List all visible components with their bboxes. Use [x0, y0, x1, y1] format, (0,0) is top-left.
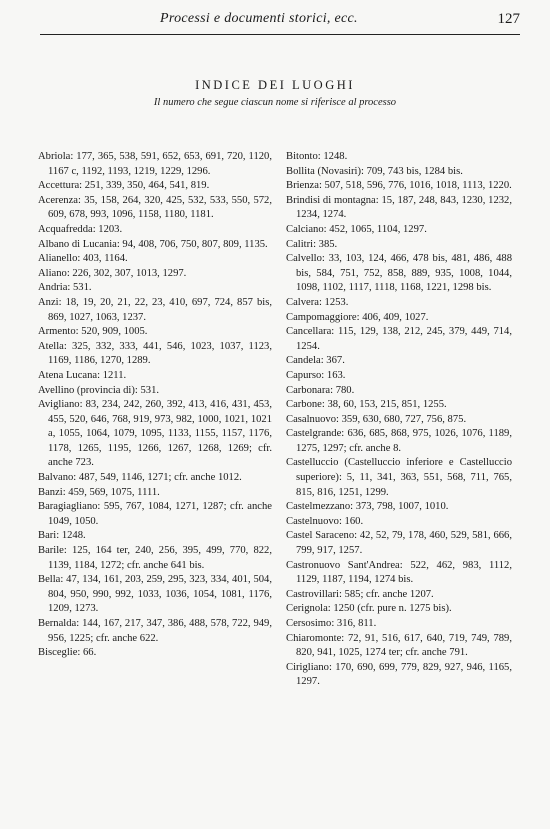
- index-entry: Anzi: 18, 19, 20, 21, 22, 23, 410, 697, 724, 857 bis, 869, 1027, 1063, 1237.: [38, 296, 272, 323]
- index-entry: Candela: 367.: [286, 355, 345, 367]
- index-entry: Baragiagliano: 595, 767, 1084, 1271, 1287; cfr. anche 1049, 1050.: [38, 501, 272, 527]
- index-entry: Chiaromonte: 72, 91, 516, 617, 640, 719, 749, 789, 820, 941, 1025, 1274 ter; cfr. anche 791.: [286, 632, 512, 659]
- index-entry: Castel Saraceno: 42, 52, 79, 178, 460, 529, 581, 666, 799, 917, 1257.: [286, 530, 512, 557]
- index-entry: Castronuovo Sant'Andrea: 522, 462, 983, 1112, 1129, 1187, 1194, 1274 bis.: [286, 559, 512, 586]
- index-entry: Bitonto: 1248.: [286, 151, 348, 162]
- index-entry: Andria: 531.: [38, 282, 92, 294]
- index-entry: Cersosimo: 316, 811.: [286, 618, 377, 629]
- index-entry: Brindisi di montagna: 15, 187, 248, 843, 1230, 1232, 1234, 1274.: [286, 194, 512, 221]
- index-entry: Avigliano: 83, 234, 242, 260, 392, 413, 416, 431, 453, 455, 520, 646, 768, 919, 973, 982, 1000, 1021, 1021 a, 1055, 1064, 1079, 1095, 1133, 1155, 1157, 1176, 1178, 1265, 1195, 1266, 1267, 1268, 1269; cfr. anche 723.: [38, 399, 272, 469]
- index-entry: Casalnuovo: 359, 630, 680, 727, 756, 875.: [286, 413, 467, 425]
- index-entry: Bisceglie: 66.: [38, 647, 97, 659]
- index-entry: Bernalda: 144, 167, 217, 347, 386, 488, 578, 722, 949, 956, 1225; cfr. anche 622.: [38, 618, 272, 644]
- index-entry: Cirigliano: 170, 690, 699, 779, 829, 927, 946, 1165, 1297.: [286, 661, 512, 688]
- index-entry: Castelluccio (Castelluccio inferiore e Castelluccio superiore): 5, 11, 341, 363, 551, 568, 711, 765, 815, 816, 1251, 1299.: [286, 457, 512, 498]
- index-entry: Carbone: 38, 60, 153, 215, 851, 1255.: [286, 399, 447, 411]
- index-entry: Capurso: 163.: [286, 369, 346, 381]
- index-entry: Avellino (provincia di): 531.: [38, 384, 160, 396]
- index-entry: Bari: 1248.: [38, 530, 86, 542]
- index-column-right: [286, 150, 512, 690]
- index-entry: Balvano: 487, 549, 1146, 1271; cfr. anche 1012.: [38, 472, 242, 484]
- index-title: INDICE DEI LUOGHI: [195, 78, 355, 92]
- index-entry: Calvera: 1253.: [286, 296, 349, 308]
- running-title: Processi e documenti storici, ecc.: [160, 11, 358, 26]
- index-entry: Calitri: 385.: [286, 238, 338, 250]
- index-entry: Castelmezzano: 373, 798, 1007, 1010.: [286, 501, 449, 513]
- index-entry: Castrovillari: 585; cfr. anche 1207.: [286, 588, 434, 600]
- index-entry: Armento: 520, 909, 1005.: [38, 326, 148, 338]
- index-entry: Bollita (Novasiri): 709, 743 bis, 1284 bis.: [286, 165, 463, 177]
- index-entry: Acerenza: 35, 158, 264, 320, 425, 532, 533, 550, 572, 609, 678, 993, 1096, 1158, 1180, 1181.: [38, 194, 272, 221]
- index-entry: Cerignola: 1250 (cfr. pure n. 1275 bis).: [286, 603, 452, 615]
- index-entry: Alianello: 403, 1164.: [38, 253, 128, 265]
- index-entry: Abriola: 177, 365, 538, 591, 652, 653, 691, 720, 1120, 1167 c, 1192, 1193, 1219, 1229, 1296.: [38, 151, 272, 177]
- index-entry: Calciano: 452, 1065, 1104, 1297.: [286, 223, 427, 235]
- page-header: [40, 8, 520, 35]
- index-entry: Accettura: 251, 339, 350, 464, 541, 819.: [38, 180, 210, 192]
- page-number: 127: [497, 11, 520, 27]
- index-entry: Cancellara: 115, 129, 138, 212, 245, 379, 449, 714, 1254.: [286, 326, 512, 352]
- index-entry: Castelnuovo: 160.: [286, 515, 364, 527]
- index-column-left: [38, 150, 272, 661]
- index-entry: Brienza: 507, 518, 596, 776, 1016, 1018, 1113, 1220.: [286, 180, 512, 192]
- index-entry: Bella: 47, 134, 161, 203, 259, 295, 323, 334, 401, 504, 804, 950, 990, 992, 1033, 1036, 1054, 1081, 1176, 1209, 1273.: [38, 574, 272, 615]
- index-entry: Campomaggiore: 406, 409, 1027.: [286, 311, 429, 323]
- index-entry: Albano di Lucania: 94, 408, 706, 750, 807, 809, 1135.: [38, 238, 268, 250]
- index-entry: Carbonara: 780.: [286, 384, 355, 396]
- index-entry: Atella: 325, 332, 333, 441, 546, 1023, 1037, 1123, 1169, 1186, 1270, 1289.: [38, 340, 272, 367]
- index-entry: Calvello: 33, 103, 124, 466, 478 bis, 481, 486, 488 bis, 584, 751, 752, 858, 889, 935, 1008, 1044, 1098, 1102, 1117, 1118, 1168, 1221, 1298 bis.: [286, 253, 512, 294]
- index-entry: Atena Lucana: 1211.: [38, 369, 127, 381]
- index-entry: Aliano: 226, 302, 307, 1013, 1297.: [38, 267, 187, 279]
- index-entry: Castelgrande: 636, 685, 868, 975, 1026, 1076, 1189, 1275, 1297; cfr. anche 8.: [286, 428, 512, 454]
- index-entry: Barile: 125, 164 ter, 240, 256, 395, 499, 770, 822, 1139, 1184, 1272; cfr. anche 641 bis.: [38, 545, 272, 571]
- index-entry: Banzi: 459, 569, 1075, 1111.: [38, 486, 160, 498]
- index-entry: Acquafredda: 1203.: [38, 223, 123, 235]
- index-subtitle: Il numero che segue ciascun nome si riferisce al processo: [153, 97, 397, 108]
